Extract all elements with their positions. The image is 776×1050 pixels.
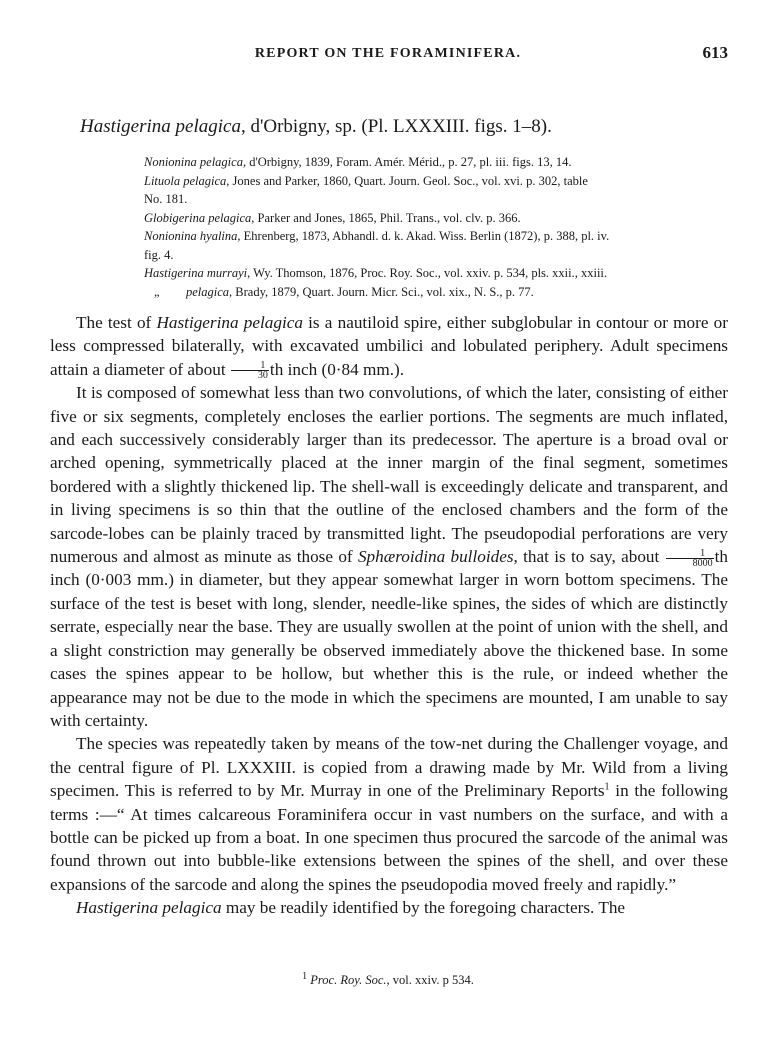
text-run: is a nautiloid spire, either subglobular in contour or more or less compressed bilaterally, with excavated umbilici and lobulated periphery. Adult specimens attain a diameter of about [50, 313, 728, 379]
text-run: may be readily identified by the foregoing characters. The [221, 898, 626, 918]
running-head [0, 43, 776, 72]
paragraph [50, 381, 728, 732]
footnote [0, 970, 776, 988]
synonymy-list [144, 153, 730, 301]
synonymy-continuation: fig. 4. [144, 247, 174, 262]
species-mention: Sphæroidina bulloides [357, 547, 514, 567]
footnote-source: Proc. Roy. Soc. [310, 973, 387, 987]
footnote-marker: 1 [604, 781, 610, 793]
synonymy-entry [144, 153, 730, 172]
ditto-mark: „ [154, 284, 160, 299]
text-run: th inch (0·84 mm.). [269, 359, 405, 379]
paragraph [50, 896, 728, 919]
text-run: The species was repeatedly taken by means of the tow-net during the Challenger voyage, and the central figure of Pl. LXXXIII. is copied from a drawing made by Mr. Wild from a living specimen. This is referred to by Mr. Murray in one of the Preliminary Reports [50, 734, 728, 801]
paragraph [50, 311, 728, 381]
text-run: It is composed of somewhat less than two convolutions, of which the later, consisting of either five or six segments, completely encloses the earlier portions. The segments are much inflated, and each successively considerably larger than its predecessor. The aperture is a broad oval or arched opening, symmetrically placed at the inner margin of the final segment, sometimes bordered with a slightly thickened lip. The shell-wall is exceedingly delicate and transparent, and in living specimens is so thin that the outline of the enclosed chambers and the form of the sarcode-lobes can be plainly traced by transmitted light. The pseudopodial perforations are very numerous and almost as minute as those of [50, 383, 728, 567]
synonym-name: Nonionina hyalina [144, 229, 238, 243]
species-heading [80, 115, 740, 139]
synonym-citation: , Wy. Thomson, 1876, Proc. Roy. Soc., vol. xxiv. p. 534, pls. xxii., xxiii. [247, 266, 608, 280]
species-authority: , d'Orbigny, sp. (Pl. LXXXIII. figs. 1–8). [240, 116, 552, 137]
synonym-name: Lituola pelagica [144, 173, 227, 188]
synonym-citation: , Parker and Jones, 1865, Phil. Trans., vol. clv. p. 366. [251, 210, 521, 225]
synonymy-entry [144, 209, 730, 228]
text-run: in the following terms :—“ At times calcareous Foraminifera occur in vast numbers on the surface, and with a bottle can be picked up from a boat. In one specimen thus procured the sarcode of the animal was found thrown out into bubble-like extensions between the spines of the shell, and over these expansions of the sarcode and along the spines the pseudopodia moved freely and rapidly.” [50, 781, 728, 894]
synonym-citation: , d'Orbigny, 1839, Foram. Amér. Mérid., p. 27, pl. iii. figs. 13, 14. [242, 155, 572, 169]
body-text [50, 311, 728, 920]
footnote-number: 1 [302, 970, 308, 982]
fraction-numerator: 1 [666, 549, 714, 559]
running-title: REPORT ON THE FORAMINIFERA. [254, 46, 522, 61]
synonym-name: Globigerina pelagica [144, 210, 252, 225]
synonymy-entry [144, 172, 730, 191]
synonym-name: pelagica [186, 284, 230, 299]
fraction-denominator: 8000 [692, 557, 713, 569]
synonym-citation: , Brady, 1879, Quart. Journ. Micr. Sci., vol. xix., N. S., p. 77. [229, 284, 534, 299]
species-name: Hastigerina pelagica [80, 116, 241, 137]
text-run: , that is to say, about [513, 547, 665, 567]
fraction-numerator: 1 [231, 361, 269, 371]
species-mention: Hastigerina pelagica [156, 313, 303, 332]
text-run: th inch (0·003 mm.) in diameter, but they appear somewhat larger in worn bottom specimens. The surface of the test is beset with long, slender, needle-like spines, the sides of which are distinctly serrate, especially near the base. They are usually swollen at the point of union with the shell, and a slight constriction may generally be observed immediately above the thickened base. In some cases the spines appear to be hollow, but whether this is the rule, or indeed whether the appearance may not be due to the mode in which the specimens are mounted, I am unable to say with certainty. [50, 547, 728, 730]
footnote-text: , vol. xxiv. p 534. [386, 973, 474, 987]
synonymy-entry [144, 283, 730, 302]
synonym-name: Hastigerina murrayi [144, 266, 248, 280]
synonymy-entry [144, 227, 730, 246]
synonym-citation: , Ehrenberg, 1873, Abhandl. d. k. Akad. Wiss. Berlin (1872), p. 388, pl. iv. [237, 229, 610, 243]
synonym-citation: , Jones and Parker, 1860, Quart. Journ. Geol. Soc., vol. xvi. p. 302, table [226, 173, 588, 188]
text-run: The test of [76, 313, 157, 332]
fraction-denominator: 30 [257, 370, 268, 382]
species-mention: Hastigerina pelagica [76, 898, 222, 918]
synonymy-entry [144, 264, 730, 283]
page-number: 613 [702, 43, 728, 62]
fraction [231, 361, 269, 380]
fraction [666, 549, 714, 568]
synonymy-continuation: No. 181. [144, 192, 188, 206]
paragraph [50, 732, 728, 896]
synonym-name: Nonionina pelagica [144, 155, 243, 169]
